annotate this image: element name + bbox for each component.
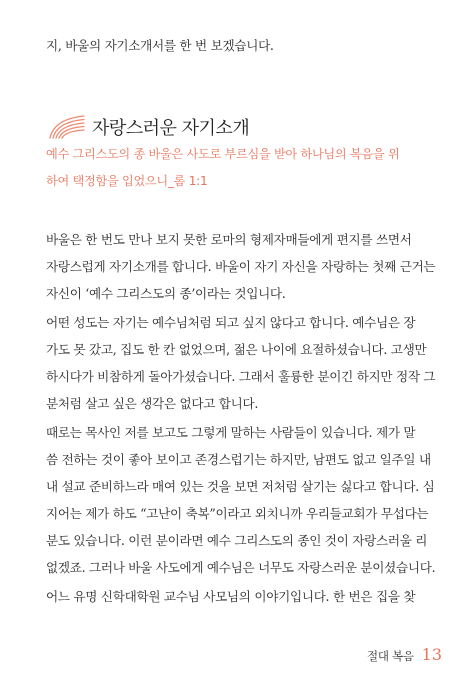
body-line: 분도 있습니다. 이런 분이라면 예수 그리스도의 종인 것이 자랑스러울 리: [46, 533, 428, 548]
body-line: 없겠죠. 그러나 바울 사도에게 예수님은 너무도 자랑스러운 분이셨습니다.: [46, 560, 436, 575]
rainbow-icon: [46, 113, 86, 139]
page-footer: [367, 645, 442, 664]
scripture-line: 하여 택정함을 입었으니_롬 1:1: [46, 174, 208, 188]
body-line: 씀 전하는 것이 좋아 보이고 존경스럽기는 하지만, 남편도 없고 일주일 내: [46, 452, 431, 467]
body-line: 때로는 목사인 저를 보고도 그렇게 말하는 사람들이 있습니다. 제가 말: [46, 425, 416, 440]
page-number: 13: [421, 645, 442, 664]
body-line: 바울은 한 번도 만나 보지 못한 로마의 형제자매들에게 편지를 쓰면서: [46, 232, 412, 247]
intro-line: 지, 바울의 자기소개서를 한 번 보겠습니다.: [46, 38, 274, 53]
body-line: 내 설교 준비하느라 매여 있는 것을 보면 저처럼 살기는 싫다고 합니다. 심: [46, 479, 435, 494]
body-line: 어떤 성도는 자기는 예수님처럼 되고 싶지 않다고 합니다. 예수님은 장: [46, 315, 416, 330]
body-line: 자신이 ‘예수 그리스도의 종’이라는 것입니다.: [46, 286, 286, 301]
body-line: 가도 못 갔고, 집도 한 칸 없었으며, 젊은 나이에 요절하셨습니다. 고생만: [46, 342, 427, 357]
body-line: 어느 유명 신학대학원 교수님 사모님의 이야기입니다. 한 번은 집을 찾: [46, 589, 416, 604]
body-line: 자랑스럽게 자기소개를 합니다. 바울이 자기 자신을 자랑하는 첫째 근거는: [46, 259, 436, 274]
section-heading-block: [46, 111, 426, 145]
body-line: 분처럼 살고 싶은 생각은 없다고 합니다.: [46, 396, 259, 411]
body-line: 지어는 제가 하도 “고난이 축복”이라고 외치니까 우리들교회가 무섭다는: [46, 506, 429, 521]
section-heading: 자랑스러운 자기소개: [92, 118, 250, 139]
body-line: 하시다가 비참하게 돌아가셨습니다. 그래서 훌륭한 분이긴 하지만 정작 그: [46, 369, 436, 384]
book-title: 절대 복음: [367, 649, 414, 663]
scripture-line: 예수 그리스도의 종 바울은 사도로 부르심을 받아 하나님의 복음을 위: [46, 147, 400, 161]
